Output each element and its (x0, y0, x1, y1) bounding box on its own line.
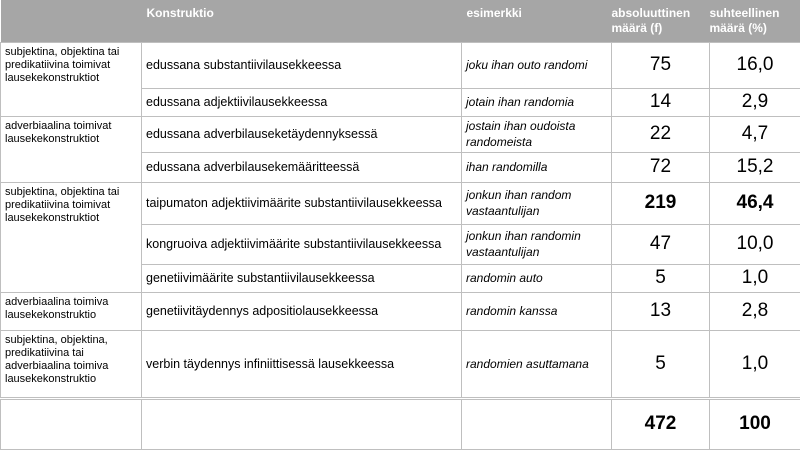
table-row (1, 116, 800, 152)
table-row (1, 42, 800, 88)
construction-cell: edussana adjektiivilausekkeessa (142, 88, 462, 116)
example-cell: randomien asuttamana (462, 330, 612, 398)
example-cell: randomin auto (462, 264, 612, 292)
example-cell: randomin kanssa (462, 292, 612, 330)
relative-share: 15,2 (710, 152, 800, 182)
construction-cell: genetiivimäärite substantiivilausekkeessa (142, 264, 462, 292)
relative-share: 1,0 (710, 330, 800, 398)
example-cell: jostain ihan oudoista randomeista (462, 116, 612, 152)
relative-share: 46,4 (710, 182, 800, 224)
total-empty-cell (142, 398, 462, 449)
construction-cell: taipumaton adjektiivimäärite substantiivilausekkeessa (142, 182, 462, 224)
table-row (1, 292, 800, 330)
total-empty-cell (1, 398, 142, 449)
absolute-count: 219 (612, 182, 710, 224)
header-relative: suhteellinen määrä (%) (709, 6, 780, 35)
construction-cell: edussana adverbilauseketäydennyksessä (142, 116, 462, 152)
header-konstruktio: Konstruktio (146, 6, 214, 20)
absolute-count: 22 (612, 116, 710, 152)
relative-share: 1,0 (710, 264, 800, 292)
absolute-count: 13 (612, 292, 710, 330)
construction-cell: edussana substantiivilausekkeessa (142, 42, 462, 88)
construction-cell: edussana adverbilausekemääritteessä (142, 152, 462, 182)
example-cell: jonkun ihan randomin vastaantulijan (462, 224, 612, 264)
total-absolute: 472 (612, 398, 710, 449)
example-cell: joku ihan outo randomi (462, 42, 612, 88)
construction-cell: kongruoiva adjektiivimäärite substantiivilausekkeessa (142, 224, 462, 264)
construction-cell: verbin täydennys infiniittisessä lausekkeessa (142, 330, 462, 398)
table-row (1, 330, 800, 398)
absolute-count: 14 (612, 88, 710, 116)
construction-cell: genetiivitäydennys adpositiolausekkeessa (142, 292, 462, 330)
example-cell: jonkun ihan random vastaantulijan (462, 182, 612, 224)
table-header (1, 0, 800, 42)
example-cell: ihan randomilla (462, 152, 612, 182)
header-absolute: absoluuttinen määrä (f) (611, 6, 691, 35)
group-label: subjektina, objektina tai predikatiivina toimivat lausekekonstruktiot (1, 42, 142, 116)
group-label: subjektina, objektina tai predikatiivina toimivat lausekekonstruktiot (1, 182, 142, 292)
table-row (1, 182, 800, 224)
relative-share: 16,0 (710, 42, 800, 88)
relative-share: 2,9 (710, 88, 800, 116)
absolute-count: 75 (612, 42, 710, 88)
total-row (1, 398, 800, 449)
example-cell: jotain ihan randomia (462, 88, 612, 116)
absolute-count: 47 (612, 224, 710, 264)
group-label: subjektina, objektina, predikatiivina tai adverbiaalina toimiva lausekekonstruktio (1, 330, 142, 398)
relative-share: 4,7 (710, 116, 800, 152)
total-relative: 100 (710, 398, 800, 449)
absolute-count: 72 (612, 152, 710, 182)
header-esimerkki: esimerkki (466, 6, 522, 20)
total-empty-cell (462, 398, 612, 449)
header-function (1, 0, 142, 42)
group-label: adverbiaalina toimiva lausekekonstruktio (1, 292, 142, 330)
relative-share: 2,8 (710, 292, 800, 330)
group-label: adverbiaalina toimivat lausekekonstruktiot (1, 116, 142, 182)
absolute-count: 5 (612, 264, 710, 292)
absolute-count: 5 (612, 330, 710, 398)
relative-share: 10,0 (710, 224, 800, 264)
